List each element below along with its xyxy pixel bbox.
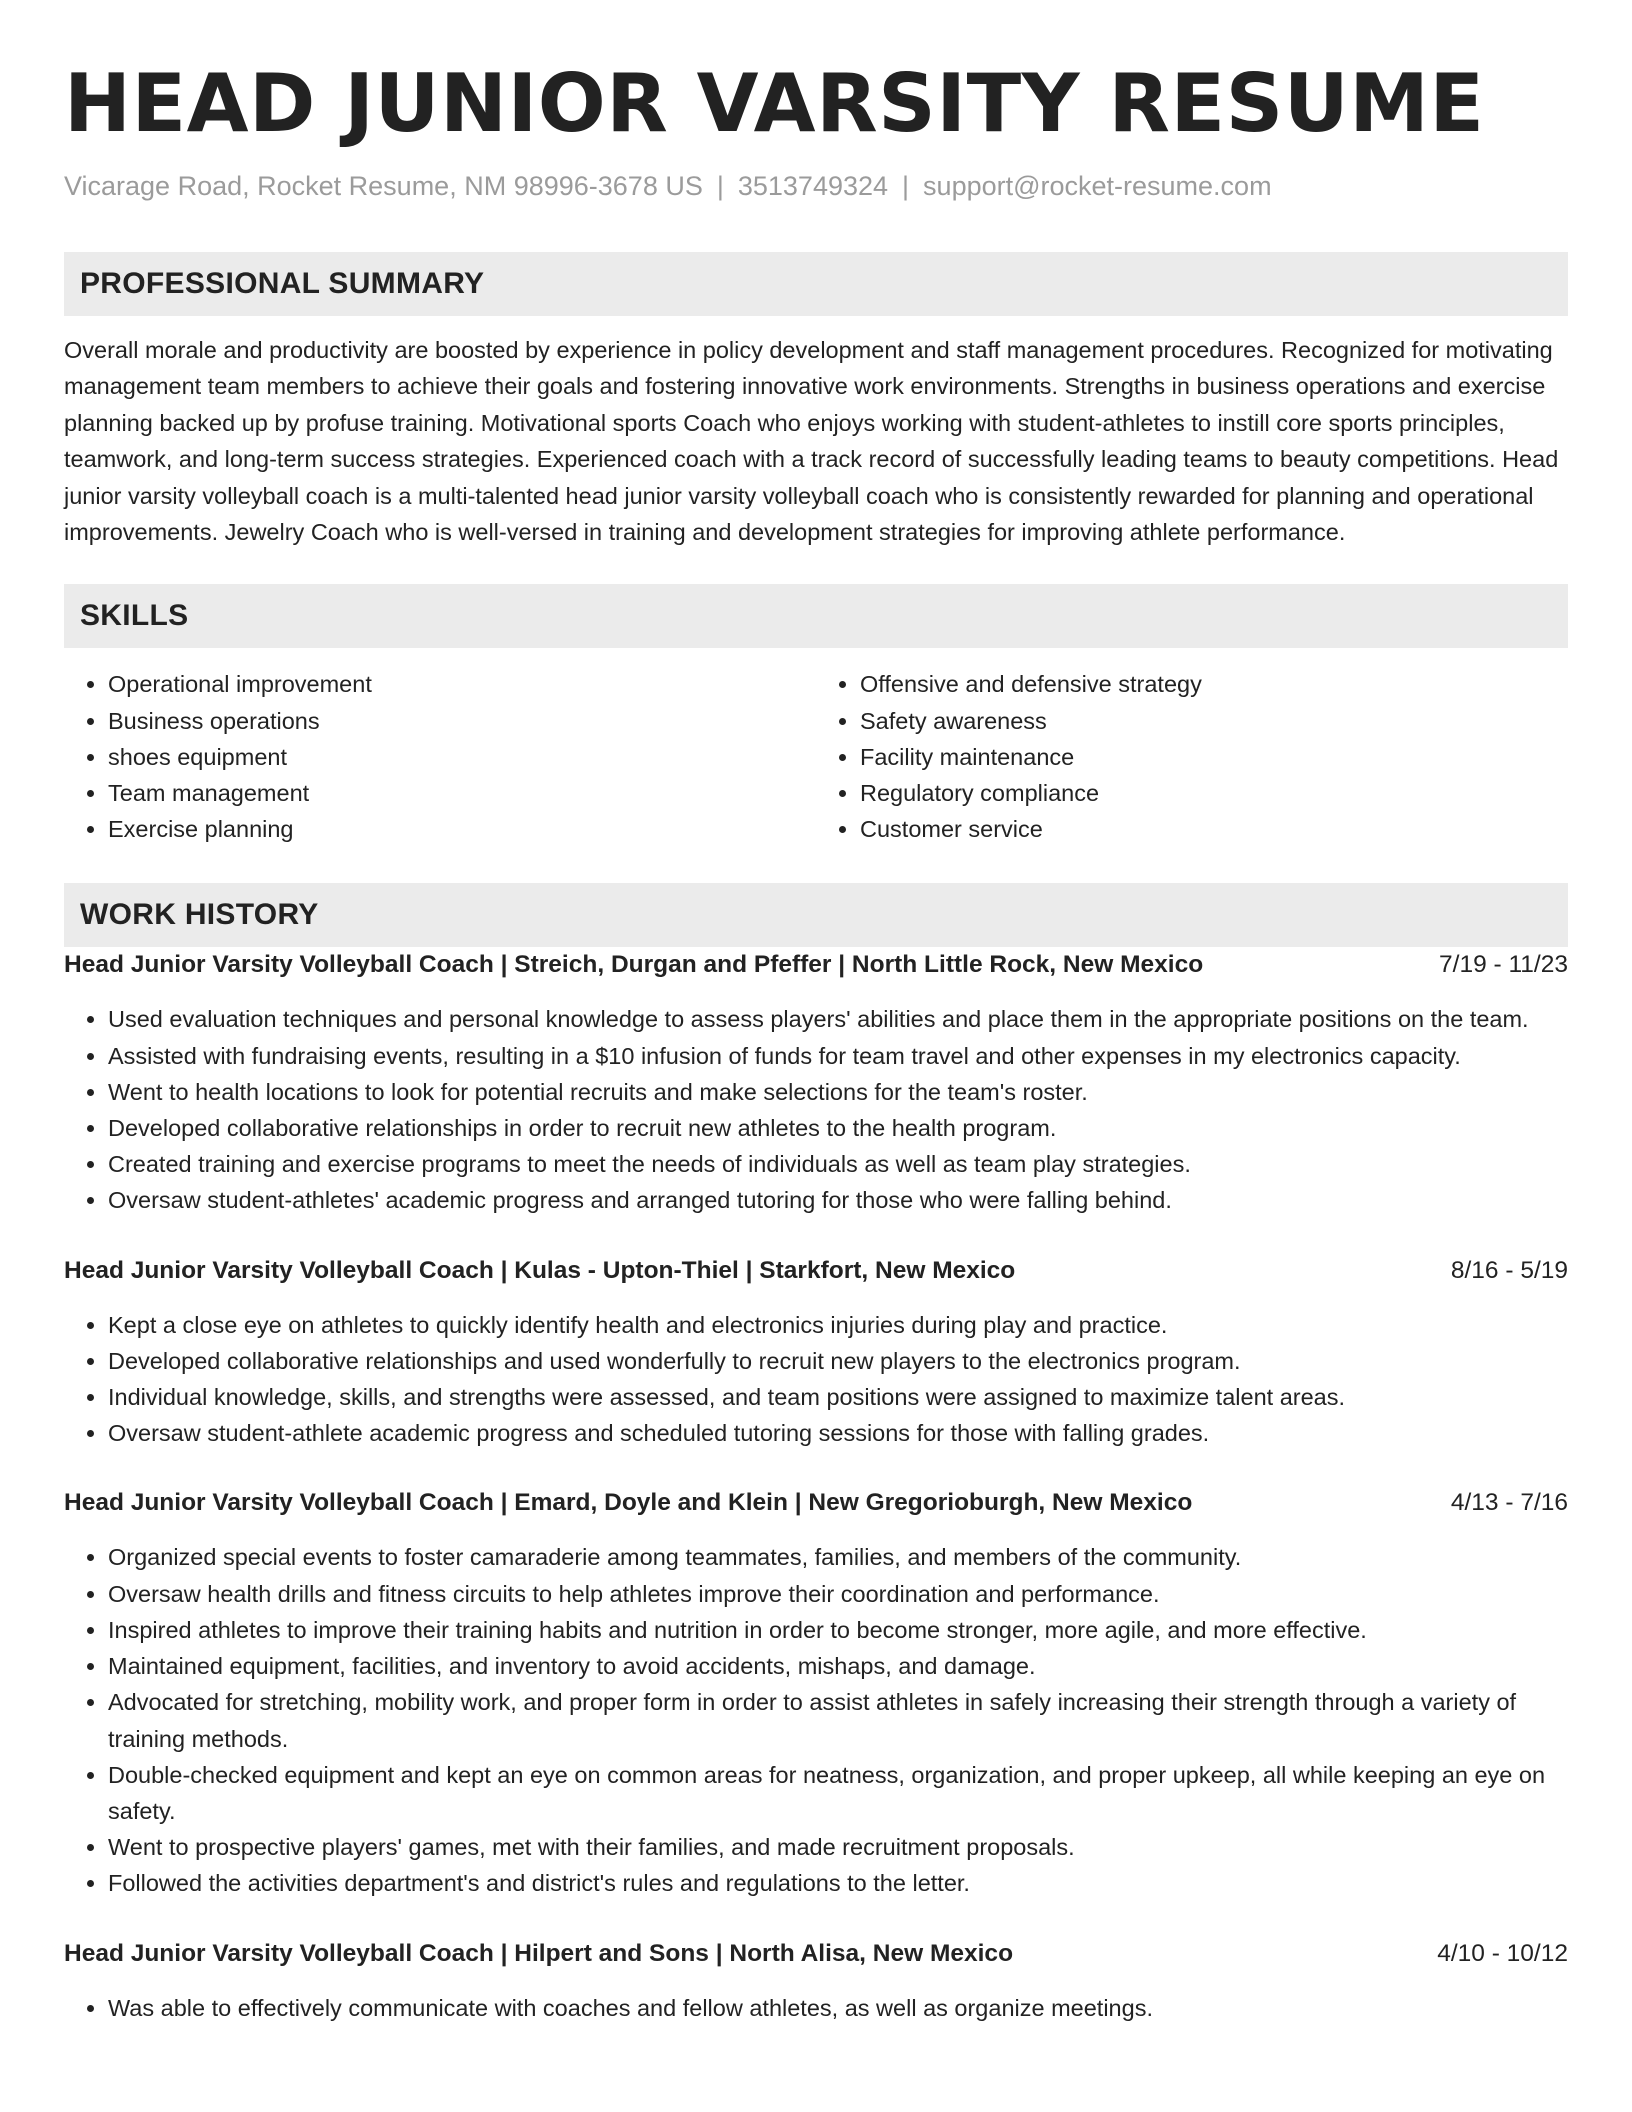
skill-item: • Team management xyxy=(108,775,816,811)
summary-heading: PROFESSIONAL SUMMARY xyxy=(64,252,1568,316)
work-history-heading: WORK HISTORY xyxy=(64,883,1568,947)
job-bullet: • Inspired athletes to improve their training habits and nutrition in order to become stronger, more agile, and more effective. xyxy=(108,1612,1568,1648)
job-bullet: • Was able to effectively communicate with coaches and fellow athletes, as well as organize meetings. xyxy=(108,1990,1568,2026)
job-bullets xyxy=(64,1539,1568,1901)
job-bullet: • Double-checked equipment and kept an eye on common areas for neatness, organization, and proper upkeep, all while keeping an eye on safety. xyxy=(108,1757,1568,1829)
skill-item: • Facility maintenance xyxy=(860,739,1568,775)
skill-item: • Regulatory compliance xyxy=(860,775,1568,811)
job-bullet: • Used evaluation techniques and personal knowledge to assess players' abilities and place them in the appropriate positions on the team. xyxy=(108,1001,1568,1037)
job-bullet: • Organized special events to foster camaraderie among teammates, families, and members of the community. xyxy=(108,1539,1568,1575)
skill-item: • Customer service xyxy=(860,811,1568,847)
contact-address: Vicarage Road, Rocket Resume, NM 98996-3678 US xyxy=(64,171,703,201)
job-title: Head Junior Varsity Volleyball Coach | Kulas - Upton-Thiel | Starkfort, New Mexico xyxy=(64,1256,1016,1284)
contact-phone: 3513749324 xyxy=(737,171,889,201)
job-bullet: • Advocated for stretching, mobility work, and proper form in order to assist athletes in safely increasing their strength through a variety of training methods. xyxy=(108,1684,1568,1756)
skills-list xyxy=(64,666,1568,847)
job-bullet: • Went to prospective players' games, met with their families, and made recruitment proposals. xyxy=(108,1829,1568,1865)
job-entry xyxy=(64,1253,1568,1452)
job-bullet: • Individual knowledge, skills, and strengths were assessed, and team positions were assigned to maximize talent areas. xyxy=(108,1379,1568,1415)
contact-separator: | xyxy=(902,171,910,201)
job-header xyxy=(64,1485,1568,1521)
job-bullet: • Oversaw student-athletes' academic progress and arranged tutoring for those who were falling behind. xyxy=(108,1182,1568,1218)
job-entry xyxy=(64,947,1568,1218)
skills-column-left xyxy=(64,666,816,847)
skill-item: • Safety awareness xyxy=(860,703,1568,739)
job-bullet: • Followed the activities department's and district's rules and regulations to the letter. xyxy=(108,1865,1568,1901)
job-bullets xyxy=(64,1001,1568,1218)
job-bullet: • Went to health locations to look for potential recruits and make selections for the team's roster. xyxy=(108,1074,1568,1110)
job-title: Head Junior Varsity Volleyball Coach | Streich, Durgan and Pfeffer | North Little Rock, New Mexico xyxy=(64,951,1204,979)
job-dates: 7/19 - 11/23 xyxy=(1439,951,1568,979)
job-bullet: • Oversaw health drills and fitness circuits to help athletes improve their coordination and performance. xyxy=(108,1576,1568,1612)
job-header xyxy=(64,1253,1568,1289)
job-bullet: • Developed collaborative relationships and used wonderfully to recruit new players to the electronics program. xyxy=(108,1343,1568,1379)
skill-item: • shoes equipment xyxy=(108,739,816,775)
job-entry xyxy=(64,1485,1568,1901)
job-dates: 8/16 - 5/19 xyxy=(1450,1256,1568,1284)
skill-item: • Offensive and defensive strategy xyxy=(860,666,1568,702)
contact-email: support@rocket-resume.com xyxy=(923,171,1272,201)
job-dates: 4/10 - 10/12 xyxy=(1437,1939,1568,1967)
job-title: Head Junior Varsity Volleyball Coach | Hilpert and Sons | North Alisa, New Mexico xyxy=(64,1939,1014,1967)
job-bullet: • Assisted with fundraising events, resulting in a $10 infusion of funds for team travel and other expenses in my electronics capacity. xyxy=(108,1038,1568,1074)
job-bullet: • Oversaw student-athlete academic progress and scheduled tutoring sessions for those with falling grades. xyxy=(108,1415,1568,1451)
job-bullet: • Kept a close eye on athletes to quickly identify health and electronics injuries during play and practice. xyxy=(108,1307,1568,1343)
job-header xyxy=(64,1936,1568,1972)
skill-item: • Operational improvement xyxy=(108,666,816,702)
contact-line xyxy=(64,166,1568,206)
job-bullet: • Created training and exercise programs to meet the needs of individuals as well as team play strategies. xyxy=(108,1146,1568,1182)
contact-separator: | xyxy=(716,171,724,201)
skill-item: • Business operations xyxy=(108,703,816,739)
job-dates: 4/13 - 7/16 xyxy=(1450,1489,1568,1517)
job-bullets xyxy=(64,1990,1568,2026)
summary-text: Overall morale and productivity are boosted by experience in policy development and staff management procedures. Recognized for motivating management team members to achieve their goals and fostering innovative work environments. Strengths in business operations and exercise planning backed up by profuse training. Motivational sports Coach who enjoys working with student-athletes to instill core sports principles, teamwork, and long-term success strategies. Experienced coach with a track record of successfully leading teams to beauty competitions. Head junior varsity volleyball coach is a multi-talented head junior varsity volleyball coach who is consistently rewarded for planning and operational improvements. Jewelry Coach who is well-versed in training and development strategies for improving athlete performance. xyxy=(64,337,1559,546)
resume-title: HEAD JUNIOR VARSITY RESUME xyxy=(64,57,1485,150)
skills-column-right xyxy=(816,666,1568,847)
skill-item: • Exercise planning xyxy=(108,811,816,847)
job-header xyxy=(64,947,1568,983)
job-entry xyxy=(64,1936,1568,2026)
job-bullet: • Developed collaborative relationships in order to recruit new athletes to the health program. xyxy=(108,1110,1568,1146)
job-bullets xyxy=(64,1307,1568,1452)
skills-heading: SKILLS xyxy=(64,584,1568,648)
job-title: Head Junior Varsity Volleyball Coach | Emard, Doyle and Klein | New Gregorioburgh, New Mexico xyxy=(64,1489,1193,1517)
job-bullet: • Maintained equipment, facilities, and inventory to avoid accidents, mishaps, and damage. xyxy=(108,1648,1568,1684)
